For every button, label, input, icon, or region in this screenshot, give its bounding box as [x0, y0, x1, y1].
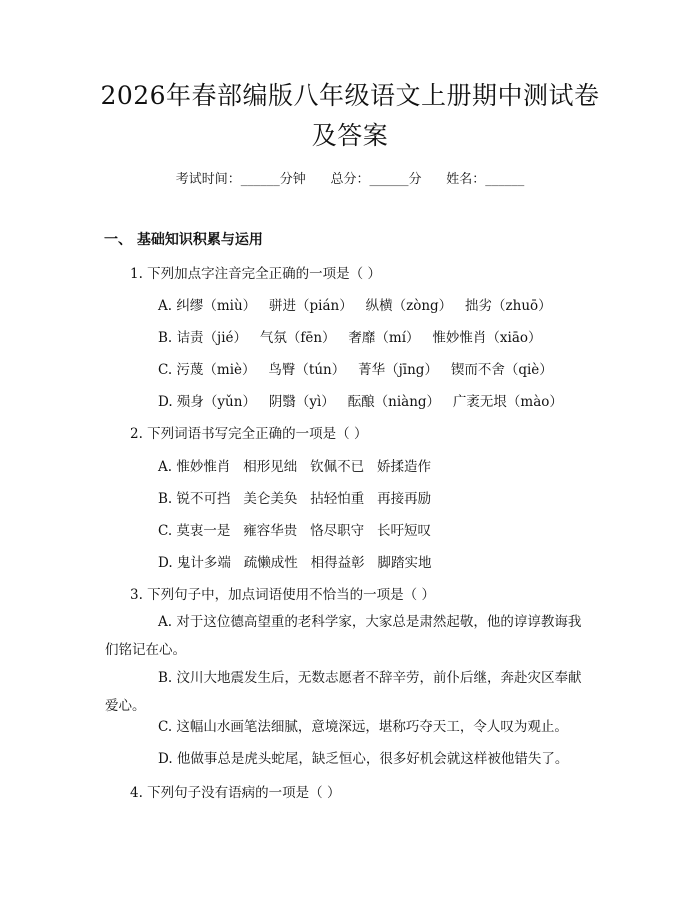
question-3-stem: 3. 下列句子中，加点词语使用不恰当的一项是（ ）: [130, 587, 435, 603]
title-line-1: 2026年春部编版八年级语文上册期中测试卷: [100, 81, 600, 110]
question-2-option-c: C. 莫衷一是 雍容华贵 恪尽职守 长吁短叹: [158, 523, 432, 539]
question-2-option-b: B. 锐不可挡 美仑美奂 拈轻怕重 再接再励: [158, 491, 432, 507]
question-2-stem: 2. 下列词语书写完全正确的一项是（ ）: [130, 426, 368, 442]
question-1-option-b: B. 诘责（jié） 气氛（fēn） 奢靡（mí） 惟妙惟肖（xiāo）: [158, 330, 542, 346]
question-3-option-c: C. 这幅山水画笔法细腻，意境深远，堪称巧夺天工，令人叹为观止。: [158, 719, 568, 735]
page-title: [60, 76, 640, 156]
question-3-option-d: D. 他做事总是虎头蛇尾，缺乏恒心，很多好机会就这样被他错失了。: [158, 751, 569, 767]
section-heading: 一、 基础知识积累与运用: [104, 232, 263, 248]
exam-meta: 考试时间：______分钟 总分：______分 姓名：______: [175, 172, 525, 187]
question-2-option-a: A. 惟妙惟肖 相形见绌 钦佩不已 娇揉造作: [158, 459, 431, 475]
question-3-option-a: A. 对于这位德高望重的老科学家，大家总是肃然起敬，他的谆谆教诲我们铭记在心。: [105, 614, 582, 658]
question-1-option-a: A. 纠缪（miù） 骈进（pián） 纵横（zòng） 拙劣（zhuō）: [158, 298, 552, 314]
question-3-option-b: B. 汶川大地震发生后，无数志愿者不辞辛劳，前仆后继，奔赴灾区奉献爱心。: [105, 670, 582, 714]
question-4-stem: 4. 下列句子没有语病的一项是（ ）: [130, 785, 341, 801]
question-1-option-d: D. 殒身（yǔn） 阴翳（yì） 酝酿（niàng） 广袤无垠（mào）: [158, 394, 563, 410]
question-1-option-c: C. 污蔑（miè） 鸟臀（tún） 菁华（jīng） 锲而不舍（qiè）: [158, 362, 553, 378]
question-1-stem: 1. 下列加点字注音完全正确的一项是（ ）: [130, 266, 381, 282]
title-line-2: 及答案: [311, 121, 389, 150]
question-2-option-d: D. 鬼计多端 疏懒成性 相得益彰 脚踏实地: [158, 555, 432, 571]
